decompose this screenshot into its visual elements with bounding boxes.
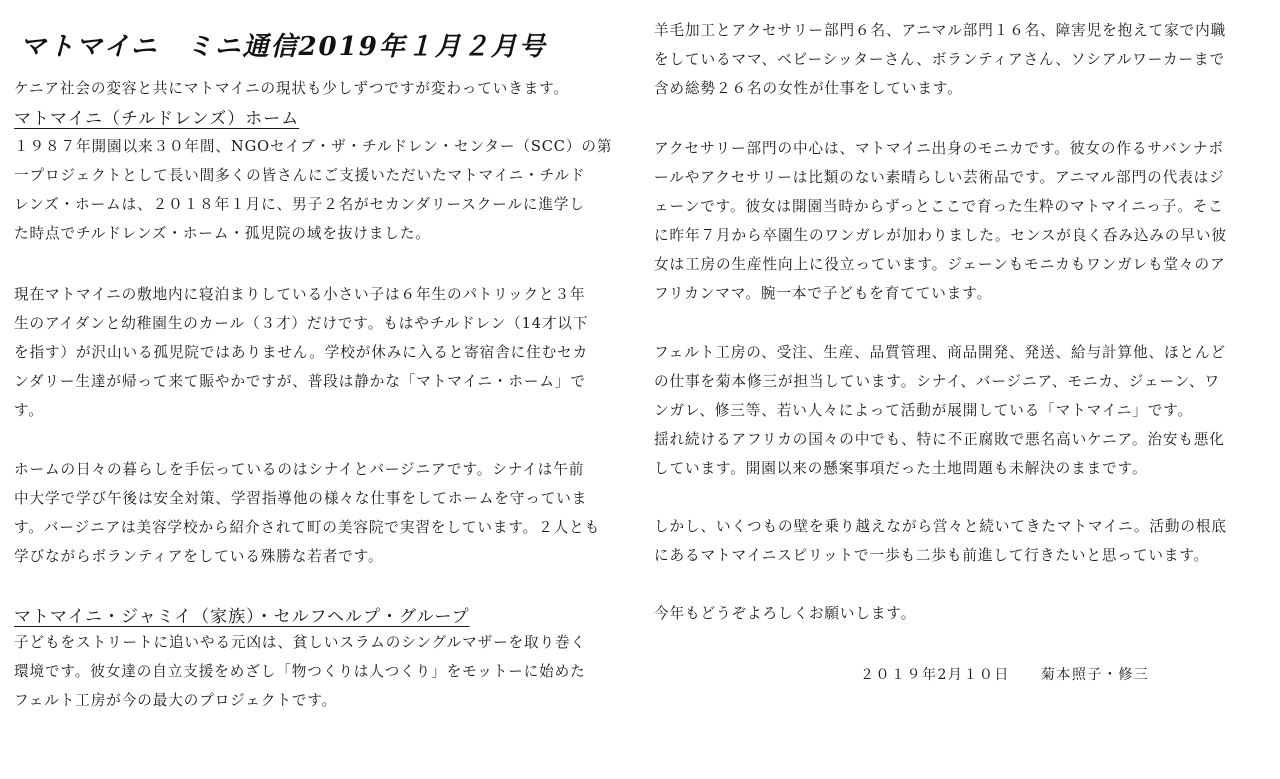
jamii-paragraph-1: 子どもをストリートに追いやる元凶は、貧しいスラムのシングルマザーを取り巻く 環境です。彼女達の自立支援をめざし「物つくりは人つくり」をモットーに始めた フェルト工房が今の最大のプロジェクトです。 bbox=[14, 634, 587, 709]
closing-greeting: 今年もどうぞよろしくお願いします。 bbox=[654, 605, 917, 622]
home-paragraph-3: ホームの日々の暮らしを手伝っているのはシナイとバージニアです。シナイは午前 中大学で学び午後は安全対策、学習指導他の様々な仕事をしてホームを守っていま す。バージニアは美容学校から紹介されて町の美容院で実習をしています。２人とも 学びながらボランティアをしている殊勝な若者です。 bbox=[14, 461, 601, 565]
right-paragraph-4: しかし、いくつもの壁を乗り越えながら営々と続いてきたマトマイニ。活動の根底 にあるマトマイニスピリットで一歩も二歩も前進して行きたいと思っています。 bbox=[654, 518, 1227, 564]
section-heading-jamii: マトマイニ・ジャミイ（家族）・セルフヘルプ・グループ bbox=[14, 607, 470, 627]
right-paragraph-3: フェルト工房の、受注、生産、品質管理、商品開発、発送、給与計算他、ほとんど の仕事を菊本修三が担当しています。シナイ、バージニア、モニカ、ジェーン、ワ ンガレ、修三等、若い人々によって活動が展開している「マトマイニ」です。 揺れ続けるアフリカの国々の中でも、特に不正腐敗で悪名高いケニア。治安も悪化 しています。開園以来の懸案事項だった土地問題も未解決のままです。 bbox=[654, 344, 1226, 477]
section-heading-home: マトマイニ（チルドレンズ）ホーム bbox=[14, 109, 300, 129]
right-paragraph-1: 羊毛加工とアクセサリー部門６名、アニマル部門１６名、障害児を抱えて家で内職 をしているママ、ベビーシッターさん、ボランティアさん、ソシアルワーカーまで 含め総勢２６名の女性が仕事をしています。 bbox=[654, 22, 1227, 97]
intro-paragraph: ケニア社会の変容と共にマトマイニの現状も少しずつですが変わっていきます。 bbox=[14, 80, 570, 97]
right-paragraph-2: アクセサリー部門の中心は、マトマイニ出身のモニカです。彼女の作るサバンナボ ールやアクセサリーは比類のない素晴らしい芸術品です。アニマル部門の代表はジ ェーンです。彼女は開園当時からずっとここで育った生粋のマトマイニっ子。そこ に昨年７月から卒園生のワンガレが加わりました。センスが良く呑み込みの早い彼 女は工房の生産性向上に役立っています。ジェーンもモニカもワンガレも堂々のア フリカンママ。腕一本で子どもを育てています。 bbox=[654, 140, 1227, 302]
home-paragraph-1: １９８７年開園以来３０年間、NGOセイブ・ザ・チルドレン・センター（SCC）の第 一プロジェクトとして長い間多くの皆さんにご支援いただいたマトマイニ・チルド レンズ・ホームは、２０１８年１月に、男子２名がセカンダリースクールに進学し た時点でチルドレンズ・ホーム・孤児院の域を抜けました。 bbox=[14, 138, 613, 242]
date-signature: ２０１９年2月１０日 菊本照子・修三 bbox=[860, 667, 1150, 683]
home-paragraph-2: 現在マトマイニの敷地内に寝泊まりしている小さい子は６年生のパトリックと３年 生のアイダンと幼稚園生のカール（３才）だけです。もはやチルドレン（14才以下 を指す）が沢山いる孤児院ではありません。学校が休みに入ると寄宿舎に住むセカ ンダリー生達が帰って来て賑やかですが、普段は静かな「マトマイニ・ホーム」で す。 bbox=[14, 286, 589, 419]
page-title: マトマイニ ミニ通信2019年１月２月号 bbox=[20, 32, 547, 62]
